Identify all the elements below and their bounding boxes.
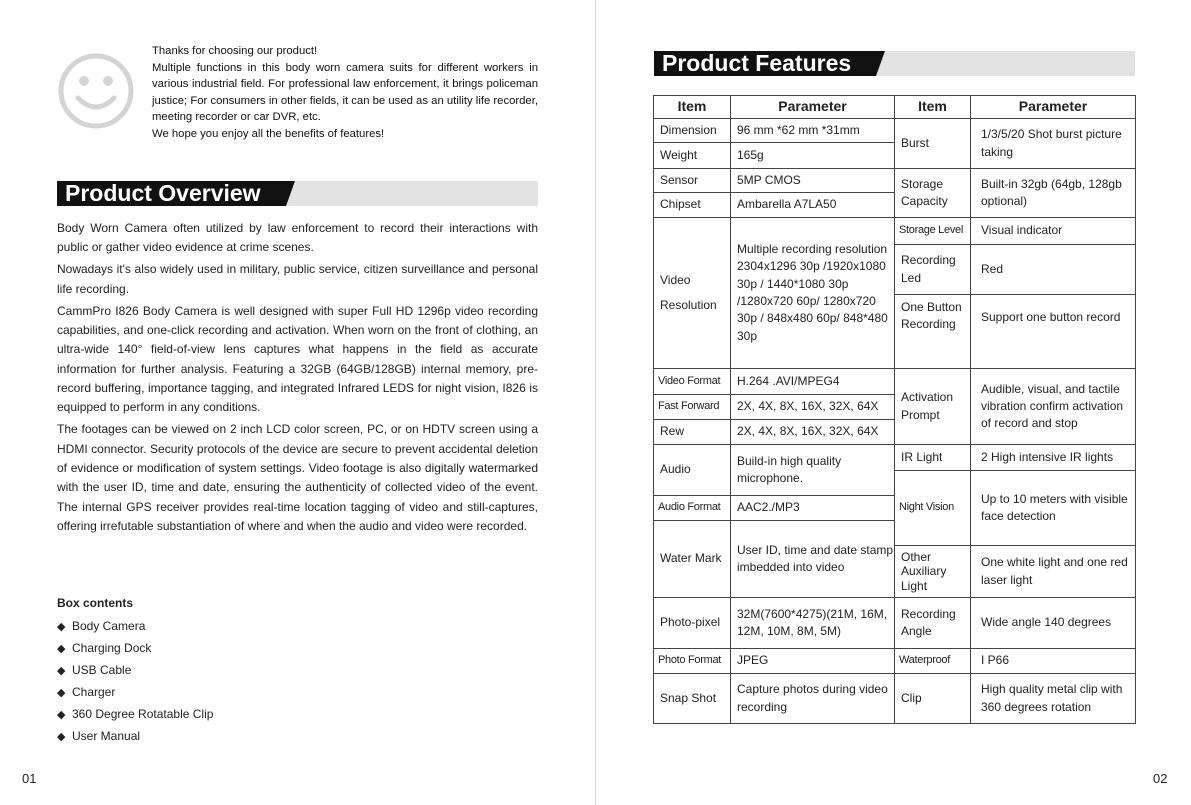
item-water-mark: Water Mark: [654, 521, 731, 598]
item-snap-shot: Snap Shot: [654, 674, 731, 724]
item-waterproof: Waterproof: [895, 649, 971, 674]
value-snap-shot: Capture photos during video recording: [731, 674, 895, 724]
header-item: Item: [895, 96, 971, 119]
value-photo-pixel: 32M(7600*4275)(21M, 16M, 12M, 10M, 8M, 5M): [731, 598, 895, 649]
list-item: ◆ User Manual: [57, 727, 213, 749]
value-chipset: Ambarella A7LA50: [731, 193, 895, 218]
table-header-row: [654, 96, 1136, 119]
table-row: [654, 369, 1136, 395]
value-rew: 2X, 4X, 8X, 16X, 32X, 64X: [731, 420, 895, 445]
item-weight: Weight: [654, 143, 731, 169]
table-row: [654, 674, 1136, 724]
value-activation-prompt: Audible, visual, and tactile vibration confirm activation of record and stop: [971, 369, 1136, 445]
value-fast-forward: 2X, 4X, 8X, 16X, 32X, 64X: [731, 395, 895, 420]
table-row: [654, 445, 1136, 471]
diamond-bullet-icon: ◆: [57, 687, 66, 699]
value-recording-led: Red: [971, 245, 1136, 295]
value-audio-format: AAC2./MP3: [731, 496, 895, 521]
left-page: [0, 0, 595, 805]
list-item: ◆ Body Camera: [57, 617, 213, 639]
table-row: [654, 119, 1136, 143]
intro-text: [152, 43, 538, 142]
overview-body: [57, 219, 538, 539]
list-item: ◆ 360 Degree Rotatable Clip: [57, 705, 213, 727]
value-sensor: 5MP CMOS: [731, 169, 895, 193]
item-burst: Burst: [895, 119, 971, 169]
value-ir-light: 2 High intensive IR lights: [971, 445, 1136, 471]
item-audio-format: Audio Format: [654, 496, 731, 521]
table-row: [654, 169, 1136, 193]
table-row: [654, 598, 1136, 649]
box-contents-title: Box contents: [57, 596, 134, 610]
intro-greeting: Thanks for choosing our product!: [152, 45, 318, 57]
smiley-face-icon: [57, 52, 135, 130]
features-title: Product Features: [654, 51, 876, 76]
header-parameter: Parameter: [971, 96, 1136, 119]
item-rew: Rew: [654, 420, 731, 445]
item-storage-level: Storage Level: [895, 218, 971, 245]
value-one-button-recording: Support one button record: [971, 295, 1136, 369]
value-storage-capacity: Built-in 32gb (64gb, 128gb optional): [971, 169, 1136, 218]
diamond-bullet-icon: ◆: [57, 643, 66, 655]
diamond-bullet-icon: ◆: [57, 621, 66, 633]
item-activation-prompt: Activation Prompt: [895, 369, 971, 445]
diamond-bullet-icon: ◆: [57, 709, 66, 721]
item-video-format: Video Format: [654, 369, 731, 395]
item-sensor: Sensor: [654, 169, 731, 193]
diamond-bullet-icon: ◆: [57, 731, 66, 743]
item-chipset: Chipset: [654, 193, 731, 218]
item-night-vision: Night Vision: [895, 471, 971, 546]
item-recording-led: Recording Led: [895, 245, 971, 295]
list-item: ◆ USB Cable: [57, 661, 213, 683]
overview-paragraph: Body Worn Camera often utilized by law enforcement to record their interactions with public or gather video evidence at crime scenes.: [57, 221, 538, 255]
diamond-bullet-icon: ◆: [57, 665, 66, 677]
value-photo-format: JPEG: [731, 649, 895, 674]
overview-paragraph: Nowadays it's also widely used in military, public service, citizen surveillance and personal life recording.: [57, 262, 538, 296]
item-photo-pixel: Photo-pixel: [654, 598, 731, 649]
item-dimension: Dimension: [654, 119, 731, 143]
value-weight: 165g: [731, 143, 895, 169]
value-recording-angle: Wide angle 140 degrees: [971, 598, 1136, 649]
header-parameter: Parameter: [731, 96, 895, 119]
item-storage-capacity: Storage Capacity: [895, 169, 971, 218]
item-fast-forward: Fast Forward: [654, 395, 731, 420]
page-number-left: 01: [22, 771, 37, 786]
table-row: [654, 649, 1136, 674]
header-item: Item: [654, 96, 731, 119]
features-banner: [654, 51, 1135, 76]
value-dimension: 96 mm *62 mm *31mm: [731, 119, 895, 143]
item-recording-angle: Recording Angle: [895, 598, 971, 649]
value-video-resolution: Multiple recording resolution 2304x1296 30p /1920x1080 30p / 1440*1080 30p /1280x720 60p/ 1280x720 30p / 848x480 60p/ 848*480 30p: [731, 218, 895, 369]
box-contents-list: [57, 617, 213, 749]
item-photo-format: Photo Format: [654, 649, 731, 674]
value-burst: 1/3/5/20 Shot burst picture taking: [971, 119, 1136, 169]
page-number-right: 02: [1153, 771, 1168, 786]
value-waterproof: I P66: [971, 649, 1136, 674]
value-video-format: H.264 .AVI/MPEG4: [731, 369, 895, 395]
value-audio: Build-in high quality microphone.: [731, 445, 895, 496]
item-clip: Clip: [895, 674, 971, 724]
item-one-button-recording: One Button Recording: [895, 295, 971, 369]
overview-banner: [57, 181, 538, 206]
intro-paragraph: Multiple functions in this body worn camera suits for different workers in various industrial field. For professional law enforcement, it brings policeman justice; For consumers in other fields, it can be used as an utility life recorder, meeting recorder or car DVR, etc.: [152, 61, 538, 123]
item-video-resolution: Video Resolution: [654, 218, 731, 369]
item-audio: Audio: [654, 445, 731, 496]
value-clip: High quality metal clip with 360 degrees rotation: [971, 674, 1136, 724]
list-item: ◆ Charger: [57, 683, 213, 705]
intro-closing: We hope you enjoy all the benefits of features!: [152, 127, 385, 140]
value-water-mark: User ID, time and date stamp imbedded into video: [731, 521, 895, 598]
value-storage-level: Visual indicator: [971, 218, 1136, 245]
value-night-vision: Up to 10 meters with visible face detection: [971, 471, 1136, 546]
features-table: [653, 95, 1136, 724]
list-item: ◆ Charging Dock: [57, 639, 213, 661]
table-row: [654, 218, 1136, 245]
item-ir-light: IR Light: [895, 445, 971, 471]
value-other-auxiliary-light: One white light and one red laser light: [971, 546, 1136, 598]
overview-paragraph: The footages can be viewed on 2 inch LCD color screen, PC, or on HDTV screen using a HDMI connector. Security protocols of the device are secure to prevent accidental deletion of evidence or modification of system settings. Video footage is also digitally watermarked with the user ID, time and date, ensuring the authenticity of collected video of the event. The internal GPS receiver provides real-time location tagging of video and still-captures, offering irrefutable substantiation of where and when the audio and video were recorded.: [57, 422, 538, 533]
overview-title: Product Overview: [57, 181, 286, 206]
item-other-auxiliary-light: Other Auxiliary Light: [895, 546, 971, 598]
overview-paragraph: CammPro I826 Body Camera is well designed with super Full HD 1296p video recording capabilities, and one-click recording and activation. When worn on the front of clothing, an ultra-wide 140° field-of-view lens captures what happens in the field as accurate information for further analysis. Featuring a 32GB (64GB/128GB) internal memory, pre-record buffering, importance tagging, and integrated Infrared LEDS for night vision, I826 is equipped to perform in any conditions.: [57, 303, 538, 415]
